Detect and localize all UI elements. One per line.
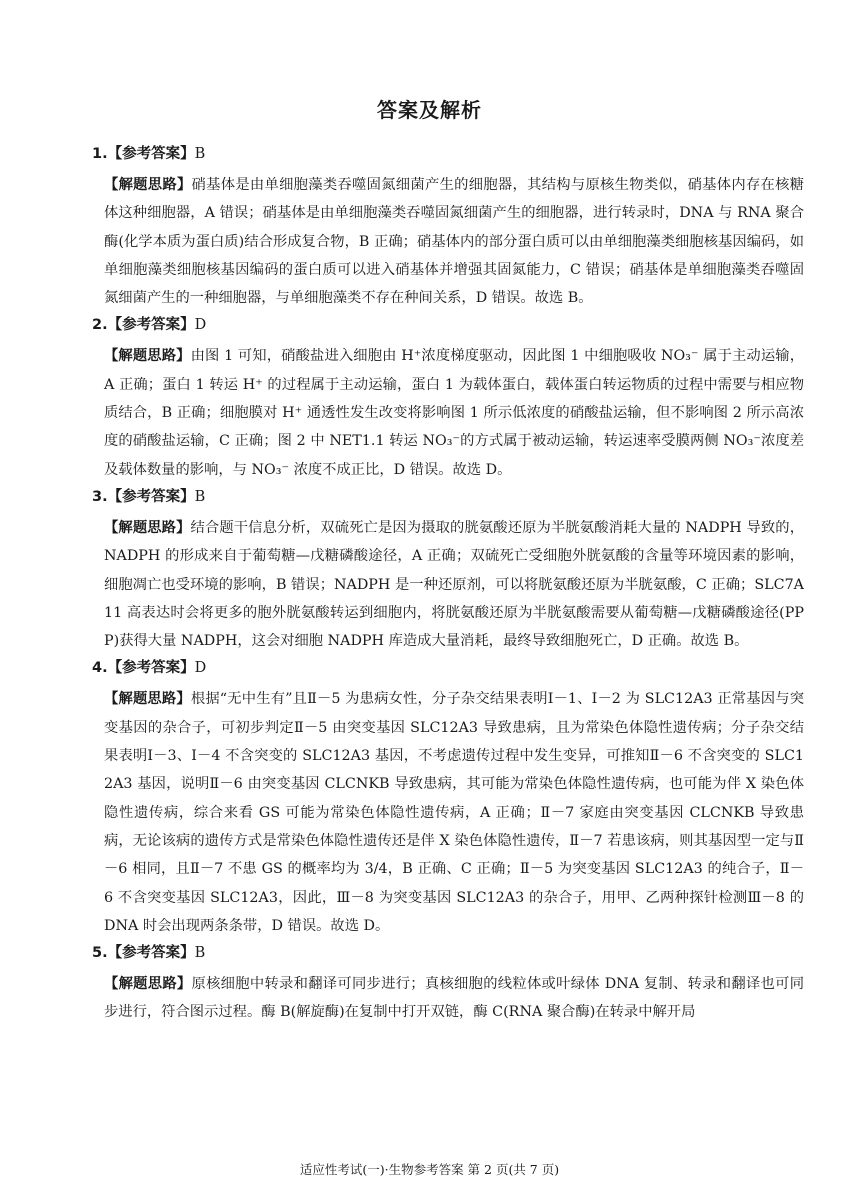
explanation [92, 342, 804, 483]
question-block [92, 314, 804, 483]
question-block [92, 486, 804, 655]
answer-label: 【参考答案】 [107, 146, 195, 162]
question-block [92, 657, 804, 940]
answer-list [92, 143, 804, 1029]
explanation-label: 【解题思路】 [104, 348, 191, 365]
answer-value: B [194, 146, 206, 162]
answer-label: 【参考答案】 [107, 317, 195, 334]
explanation [92, 970, 804, 1027]
answer-value: D [194, 660, 207, 677]
answer-value: D [194, 317, 207, 334]
answer-value: B [194, 488, 206, 505]
question-block [92, 942, 804, 1027]
answer-line [92, 657, 804, 685]
answer-line [92, 942, 804, 970]
question-number: 2. [92, 317, 108, 334]
explanation-text: 由图 1 可知，硝酸盐进入细胞由 H⁺浓度梯度驱动，因此图 1 中细胞吸收 NO₃⁻ 属于主动运输，A 正确；蛋白 1 转运 H⁺ 的过程属于主动运输，蛋白 1 为载体蛋白，载体蛋白转运物质的过程中需要与相应物质结合，B 正确；细胞膜对 H⁺ 通透性发生改变将影响图 1 所示低浓度的硝酸盐运输，但不影响图 2 所示高浓度的硝酸盐运输，C 正确；图 2 中 NET1.1 转运 NO₃⁻的方式属于被动运输，转运速率受膜两侧 NO₃⁻浓度差及载体数量的影响，与 NO₃⁻ 浓度不成正比，D 错误。故选 D。 [104, 348, 805, 478]
explanation [92, 514, 804, 655]
explanation-label: 【解题思路】 [104, 519, 191, 536]
question-number: 5. [92, 945, 108, 962]
answer-line [92, 486, 804, 514]
answer-value: B [194, 945, 206, 962]
explanation [92, 685, 804, 940]
answer-line [92, 314, 804, 342]
explanation-text: 根据“无中生有”且Ⅱ－5 为患病女性，分子杂交结果表明Ⅰ－1、Ⅰ－2 为 SLC12A3 正常基因与突变基因的杂合子，可初步判定Ⅱ－5 由突变基因 SLC12A3 导致患病，且为常染色体隐性遗传病；分子杂交结果表明Ⅰ－3、Ⅰ－4 不含突变的 SLC12A3 基因，不考虑遗传过程中发生变异，可推知Ⅱ－6 不含突变的 SLC12A3 基因，说明Ⅱ－6 由突变基因 CLCNKB 导致患病，其可能为常染色体隐性遗传病，也可能为伴 X 染色体隐性遗传病，综合来看 GS 可能为常染色体隐性遗传病，A 正确；Ⅱ－7 家庭由突变基因 CLCNKB 导致患病，无论该病的遗传方式是常染色体隐性遗传还是伴 X 染色体隐性遗传，Ⅱ－7 若患该病，则其基因型一定与Ⅱ－6 相同，且Ⅱ－7 不患 GS 的概率均为 3/4，B 正确、C 正确；Ⅱ－5 为突变基因 SLC12A3 的纯合子，Ⅱ－6 不含突变基因 SLC12A3，因此，Ⅲ－8 为突变基因 SLC12A3 的杂合子，用甲、乙两种探针检测Ⅲ－8 的 DNA 时会出现两条条带，D 错误。故选 D。 [104, 691, 804, 934]
explanation-text: 硝基体是由单细胞藻类吞噬固氮细菌产生的细胞器，其结构与原核生物类似，硝基体内存在核糖体这种细胞器，A 错误；硝基体是由单细胞藻类吞噬固氮细菌产生的细胞器，进行转录时，DNA 与 RNA 聚合酶(化学本质为蛋白质)结合形成复合物，B 正确；硝基体内的部分蛋白质可以由单细胞藻类细胞核基因编码，如单细胞藻类细胞核基因编码的蛋白质可以进入硝基体并增强其固氮能力，C 错误；硝基体是单细胞藻类吞噬固氮细菌产生的一种细胞器，与单细胞藻类不存在种间关系，D 错误。故选 B。 [104, 177, 805, 307]
answer-line [92, 143, 804, 171]
explanation-label: 【解题思路】 [104, 976, 192, 993]
page-footer: 适应性考试(一)·生物参考答案 第 2 页(共 7 页) [299, 1162, 560, 1177]
answer-label: 【参考答案】 [107, 660, 195, 677]
answer-label: 【参考答案】 [107, 488, 195, 505]
question-number: 4. [92, 660, 108, 677]
question-block [92, 143, 804, 312]
explanation [92, 171, 804, 312]
question-number: 1. [92, 146, 108, 162]
page-title: 答案及解析 [377, 98, 482, 122]
explanation-label: 【解题思路】 [104, 691, 191, 708]
explanation-text: 结合题干信息分析，双硫死亡是因为摄取的胱氨酸还原为半胱氨酸消耗大量的 NADPH 导致的，NADPH 的形成来自于葡萄糖—戊糖磷酸途径，A 正确；双硫死亡受细胞外胱氨酸的含量等环境因素的影响，细胞凋亡也受环境的影响，B 错误；NADPH 是一种还原剂，可以将胱氨酸还原为半胱氨酸，C 正确；SLC7A11 高表达时会将更多的胞外胱氨酸转运到细胞内，将胱氨酸还原为半胱氨酸需要从葡萄糖—戊糖磷酸途径(PPP)获得大量 NADPH，这会对细胞 NADPH 库造成大量消耗，最终导致细胞死亡，D 正确。故选 B。 [104, 519, 804, 650]
explanation-label: 【解题思路】 [104, 177, 192, 193]
answer-label: 【参考答案】 [107, 945, 195, 962]
question-number: 3. [92, 488, 108, 505]
explanation-text: 原核细胞中转录和翻译可同步进行；真核细胞的线粒体或叶绿体 DNA 复制、转录和翻译也可同步进行，符合图示过程。酶 B(解旋酶)在复制中打开双链，酶 C(RNA 聚合酶)在转录中解开局 [104, 976, 804, 1021]
